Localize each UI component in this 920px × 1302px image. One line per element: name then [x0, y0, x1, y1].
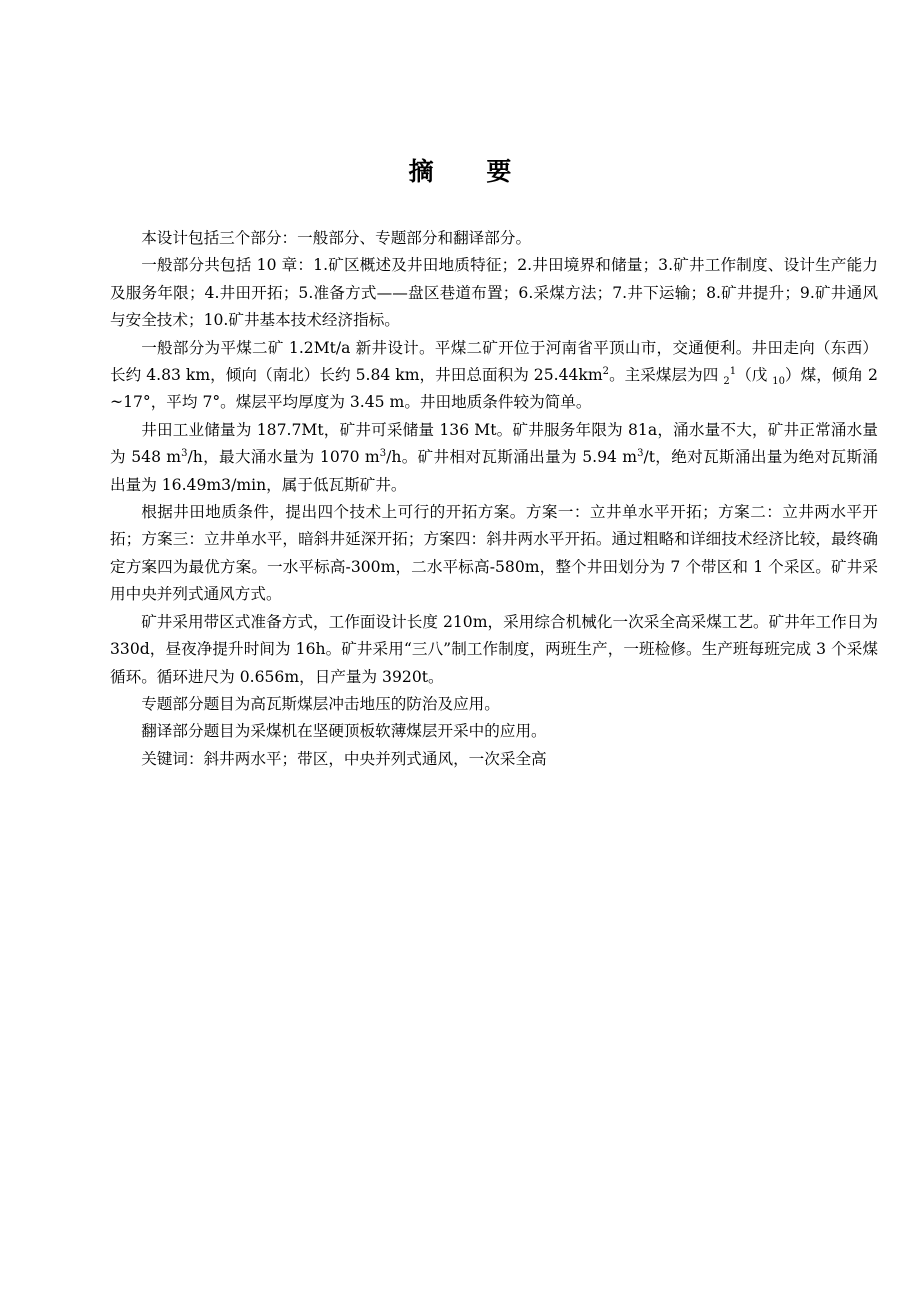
paragraph-special-topic: 专题部分题目为高瓦斯煤层冲击地压的防治及应用。 — [141, 694, 500, 713]
abstract-body — [110, 225, 878, 773]
superscript: 3 — [181, 448, 188, 460]
superscript: 3 — [637, 448, 644, 460]
page-title: 摘 要 — [408, 157, 534, 186]
paragraph-chapters: 一般部分共包括 10 章：1.矿区概述及井田地质特征；2.井田境界和储量；3.矿井工作制度、设计生产能力及服务年限；4.井田开拓；5.准备方式——盘区巷道布置；6.采煤方法；7.井下运输；8.矿井提升；9.矿井通风与安全技术；10.矿井基本技术经济指标。 — [110, 256, 878, 330]
text-segment: 一般部分为平煤二矿 1.2Mt/a 新井设计。平煤二矿开位于河南省平顶山市，交通便利。井田走向（东西）长约 4.83 km，倾向（南北）长约 5.84 km，井田总面积为 25.44km — [110, 338, 878, 385]
paragraph-development: 根据井田地质条件，提出四个技术上可行的开拓方案。方案一：立井单水平开拓；方案二：立井两水平开拓；方案三：立井单水平，暗斜井延深开拓；方案四：斜井两水平开拓。通过粗略和详细技术经济比较，最终确定方案四为最优方案。一水平标高-300m，二水平标高-580m，整个井田划分为 7 个带区和 1 个采区。矿井采用中央并列式通风方式。 — [110, 503, 878, 604]
paragraph-mine-field — [110, 335, 878, 417]
text-segment: 井田工业储量为 187.7Mt，矿井可采储量 136 Mt。矿井服务年限为 81a，涌水量不大，矿井正常涌水量为 548 m — [110, 420, 878, 467]
subscript: 2 — [723, 376, 730, 388]
text-segment: （戊 — [736, 366, 773, 385]
text-segment: /t，绝对瓦斯涌出量为绝对瓦斯涌出量为 16.49m3/min，属于低瓦斯矿井。 — [110, 448, 879, 494]
paragraph-preparation: 矿井采用带区式准备方式，工作面设计长度 210m，采用综合机械化一次采全高采煤工艺。矿井年工作日为 330d，昼夜净提升时间为 16h。矿井采用“三八”制工作制度，两班生产，一班检修。生产班每班完成 3 个采煤循环。循环进尺为 0.656m，日产量为 3920t。 — [110, 612, 878, 686]
paragraph-reserves — [110, 417, 878, 499]
paragraph-translation: 翻译部分题目为采煤机在坚硬顶板软薄煤层开采中的应用。 — [141, 722, 547, 741]
superscript: 2 — [602, 365, 610, 377]
text-segment: /h，最大涌水量为 1070 m — [187, 448, 380, 467]
text-segment: 。主采煤层为四 — [609, 366, 724, 385]
subscript: 10 — [772, 376, 786, 388]
paragraph-keywords: 关键词：斜井两水平；带区，中央并列式通风，一次采全高 — [141, 749, 547, 768]
superscript: 3 — [379, 448, 387, 460]
text-segment: ）煤，倾角 2~17°，平均 7°。煤层平均厚度为 3.45 m。井田地质条件较为简单。 — [110, 366, 878, 412]
paragraph-overview: 本设计包括三个部分：一般部分、专题部分和翻译部分。 — [141, 229, 532, 247]
superscript: 1 — [729, 365, 737, 377]
text-segment: /h。矿井相对瓦斯涌出量为 5.94 m — [386, 448, 638, 467]
